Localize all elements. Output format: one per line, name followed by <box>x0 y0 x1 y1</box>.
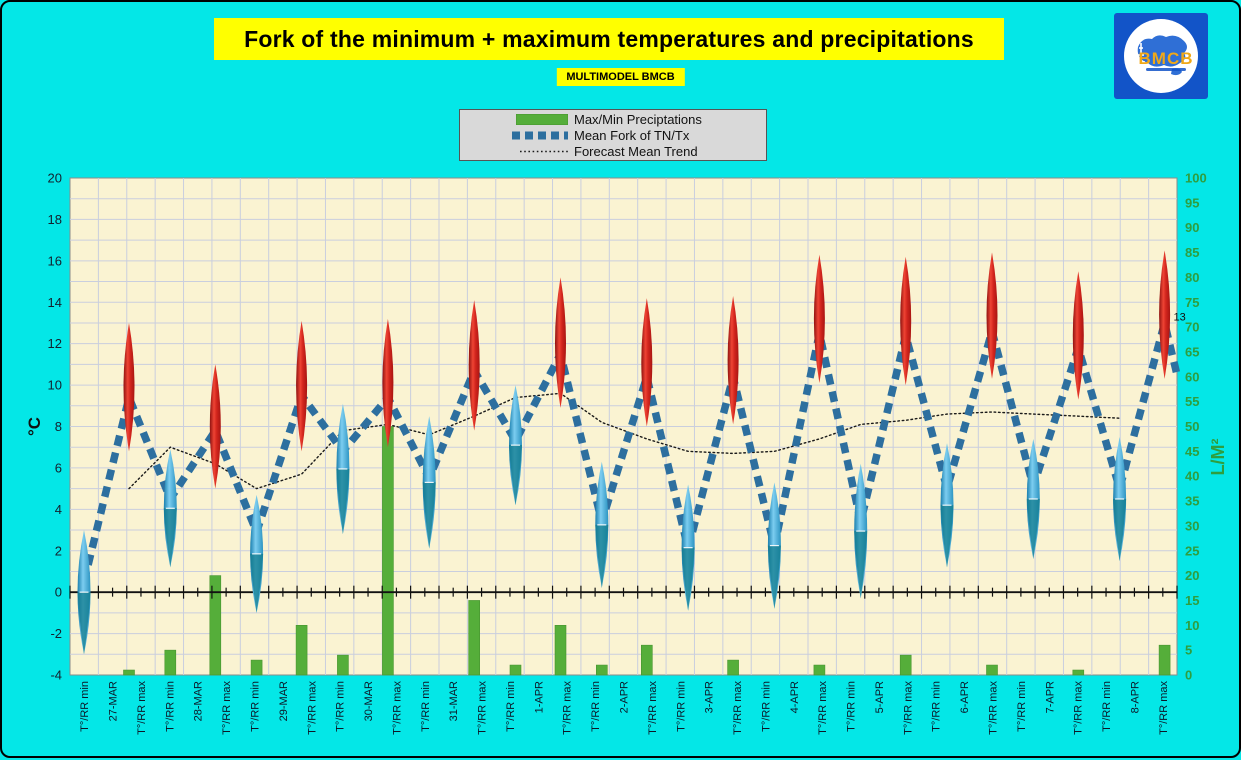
svg-text:T°/RR min: T°/RR min <box>760 681 773 732</box>
legend-item-label: Max/Min Preciptations <box>574 111 702 127</box>
blue-dashed-line-swatch-icon <box>508 131 568 140</box>
svg-text:T°/RR max: T°/RR max <box>817 681 830 735</box>
svg-text:T°/RR min: T°/RR min <box>1101 681 1114 732</box>
precip-bar <box>124 670 135 675</box>
svg-text:65: 65 <box>1185 344 1200 360</box>
svg-text:T°/RR min: T°/RR min <box>419 681 432 732</box>
svg-text:5-APR: 5-APR <box>873 681 886 714</box>
svg-text:T°/RR max: T°/RR max <box>391 681 404 735</box>
svg-text:10: 10 <box>47 377 62 393</box>
svg-text:30-MAR: 30-MAR <box>363 681 376 722</box>
svg-text:T°/RR min: T°/RR min <box>249 681 262 732</box>
svg-text:T°/RR min: T°/RR min <box>590 681 603 732</box>
svg-text:7-APR: 7-APR <box>1044 681 1057 714</box>
svg-text:T°/RR min: T°/RR min <box>79 681 92 732</box>
svg-text:14: 14 <box>47 294 62 310</box>
logo-wordmark: BMCB <box>1138 49 1194 68</box>
svg-text:T°/RR min: T°/RR min <box>1015 681 1028 732</box>
svg-text:90: 90 <box>1185 220 1200 236</box>
svg-text:60: 60 <box>1185 369 1200 385</box>
svg-text:3-APR: 3-APR <box>703 681 716 714</box>
green-bar-swatch-icon <box>508 114 568 125</box>
left-axis-unit: °C <box>25 416 44 437</box>
precip-bar <box>510 665 521 675</box>
chart-subtitle-text: MULTIMODEL BMCB <box>566 71 675 83</box>
svg-text:40: 40 <box>1185 468 1200 484</box>
svg-text:35: 35 <box>1185 493 1200 509</box>
svg-text:4-APR: 4-APR <box>788 681 801 714</box>
precip-bar <box>165 650 176 675</box>
precip-bar <box>1159 645 1170 675</box>
precip-bar <box>555 625 566 675</box>
last-max-value-label: 13 <box>1173 311 1186 324</box>
precip-bar <box>987 665 998 675</box>
precip-bar <box>251 660 262 675</box>
black-dotted-line-swatch-icon <box>508 149 568 154</box>
svg-text:85: 85 <box>1185 245 1200 261</box>
svg-text:T°/RR max: T°/RR max <box>306 681 319 735</box>
svg-text:1-APR: 1-APR <box>533 681 546 714</box>
svg-text:15: 15 <box>1185 592 1200 608</box>
svg-text:50: 50 <box>1185 419 1200 434</box>
precip-bar <box>296 625 307 675</box>
precip-bar <box>814 665 825 675</box>
svg-text:100: 100 <box>1185 170 1207 186</box>
svg-text:5: 5 <box>1185 642 1193 658</box>
precip-bar <box>900 655 911 675</box>
svg-text:T°/RR max: T°/RR max <box>135 681 148 735</box>
precip-bar <box>728 660 739 675</box>
svg-text:-4: -4 <box>50 667 62 683</box>
svg-text:28-MAR: 28-MAR <box>192 681 205 722</box>
svg-text:25: 25 <box>1185 543 1200 559</box>
svg-text:T°/RR max: T°/RR max <box>902 681 915 735</box>
bmcb-logo-graphic <box>1114 13 1208 99</box>
svg-text:T°/RR max: T°/RR max <box>476 681 489 735</box>
svg-text:80: 80 <box>1185 269 1200 285</box>
svg-text:2-APR: 2-APR <box>618 681 631 714</box>
svg-text:30: 30 <box>1185 518 1200 534</box>
svg-text:16: 16 <box>47 253 62 269</box>
svg-text:T°/RR min: T°/RR min <box>930 681 943 732</box>
svg-text:55: 55 <box>1185 394 1200 410</box>
precip-bar <box>469 600 480 675</box>
svg-text:12: 12 <box>47 336 62 352</box>
svg-text:6-APR: 6-APR <box>959 681 972 714</box>
page-title <box>214 18 1004 60</box>
svg-text:2: 2 <box>54 543 62 559</box>
legend-item-label: Mean Fork of TN/Tx <box>574 127 690 143</box>
right-axis-unit: L/M² <box>1208 438 1228 476</box>
svg-text:31-MAR: 31-MAR <box>448 681 461 722</box>
precip-bar <box>1073 670 1084 675</box>
svg-text:T°/RR min: T°/RR min <box>845 681 858 732</box>
legend-item-precipitations <box>460 112 766 127</box>
precip-bar <box>596 665 607 675</box>
x-axis-labels <box>79 681 1170 735</box>
svg-text:29-MAR: 29-MAR <box>277 681 290 722</box>
svg-text:T°/RR max: T°/RR max <box>561 681 574 735</box>
svg-text:8-APR: 8-APR <box>1129 681 1142 714</box>
bmcb-logo <box>1114 13 1208 99</box>
svg-text:T°/RR max: T°/RR max <box>987 681 1000 735</box>
precip-bar <box>337 655 348 675</box>
svg-text:27-MAR: 27-MAR <box>107 681 120 722</box>
svg-text:20: 20 <box>1185 568 1200 584</box>
svg-text:0: 0 <box>54 584 62 600</box>
precip-bar <box>641 645 652 675</box>
svg-text:4: 4 <box>54 501 62 517</box>
svg-text:18: 18 <box>47 211 62 227</box>
svg-text:T°/RR min: T°/RR min <box>504 681 517 732</box>
svg-text:10: 10 <box>1185 617 1200 633</box>
chart-legend <box>459 109 767 161</box>
page-title-text: Fork of the minimum + maximum temperatures and precipitations <box>244 25 974 52</box>
svg-text:T°/RR max: T°/RR max <box>221 681 234 735</box>
svg-text:T°/RR max: T°/RR max <box>1072 681 1085 735</box>
left-axis-ticks <box>48 171 62 683</box>
svg-text:75: 75 <box>1185 294 1200 310</box>
svg-text:-2: -2 <box>50 626 62 642</box>
precip-bar <box>382 427 393 676</box>
svg-text:T°/RR min: T°/RR min <box>164 681 177 732</box>
svg-text:0: 0 <box>1185 667 1193 683</box>
svg-text:20: 20 <box>47 170 62 186</box>
legend-item-trend <box>460 144 766 159</box>
svg-text:T°/RR min: T°/RR min <box>334 681 347 732</box>
legend-item-mean-fork <box>460 128 766 143</box>
svg-text:T°/RR max: T°/RR max <box>732 681 745 735</box>
svg-text:T°/RR max: T°/RR max <box>1157 681 1170 735</box>
svg-text:T°/RR max: T°/RR max <box>646 681 659 735</box>
chart-subtitle <box>556 68 684 86</box>
svg-text:70: 70 <box>1185 319 1200 335</box>
svg-text:6: 6 <box>54 460 62 476</box>
svg-text:95: 95 <box>1185 195 1200 211</box>
right-axis-ticks <box>1185 171 1207 683</box>
svg-text:8: 8 <box>54 419 62 434</box>
legend-item-label: Forecast Mean Trend <box>574 143 698 159</box>
svg-text:45: 45 <box>1185 443 1200 459</box>
svg-text:T°/RR min: T°/RR min <box>675 681 688 732</box>
